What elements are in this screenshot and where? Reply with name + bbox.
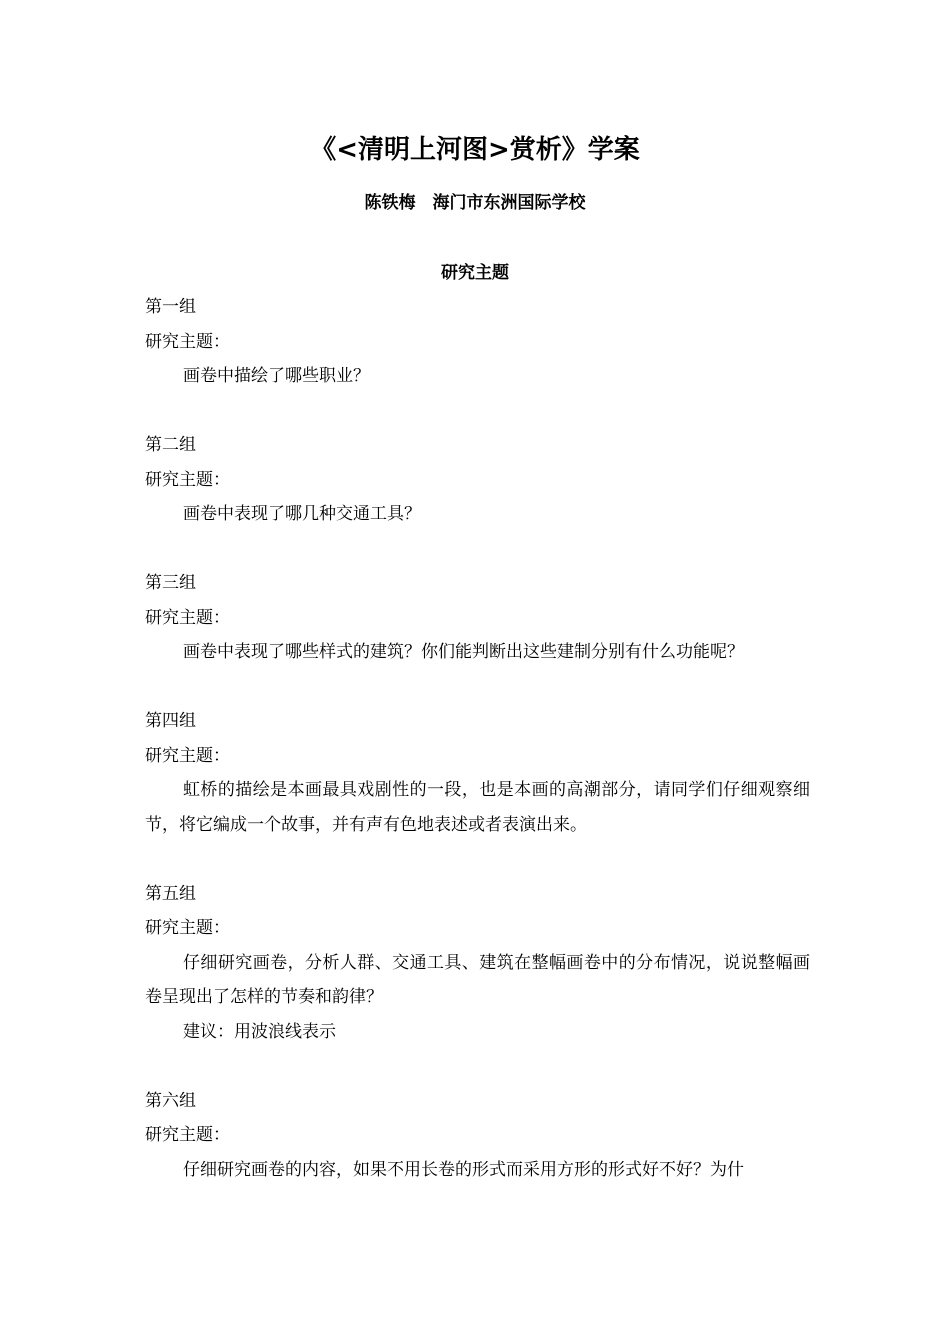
group-label: 研究主题： <box>145 918 230 938</box>
group-label: 研究主题： <box>145 745 230 766</box>
group-3 <box>145 566 810 670</box>
document-title: 《<清明上河图>赏析》学案 <box>310 135 640 165</box>
section-heading: 研究主题 <box>441 263 509 283</box>
group-label: 研究主题： <box>145 607 230 628</box>
group-name: 第三组 <box>145 573 196 593</box>
group-paragraph: 虹桥的描绘是本画最具戏剧性的一段，也是本画的高潮部分，请同学们仔细观察细节，将它编成一个故事，并有声有色地表述或者表演出来。 <box>145 780 810 835</box>
group-paragraph: 仔细研究画卷的内容，如果不用长卷的形式而采用方形的形式好不好？为什 <box>183 1159 744 1180</box>
document-body <box>145 290 810 1222</box>
group-label: 研究主题： <box>145 331 230 352</box>
group-paragraph: 画卷中描绘了哪些职业？ <box>183 366 370 386</box>
group-name: 第四组 <box>145 711 196 731</box>
author-line: 陈铁梅 海门市东洲国际学校 <box>364 193 586 213</box>
group-5 <box>145 877 810 1050</box>
group-label: 研究主题： <box>145 469 230 490</box>
group-name: 第一组 <box>145 297 196 317</box>
group-1 <box>145 290 810 394</box>
group-paragraph: 画卷中表现了哪几种交通工具？ <box>183 504 421 524</box>
group-label: 研究主题： <box>145 1125 230 1145</box>
group-4 <box>145 704 810 842</box>
group-6 <box>145 1084 810 1188</box>
group-2 <box>145 428 810 532</box>
group-paragraph: 画卷中表现了哪些样式的建筑？你们能判断出这些建制分别有什么功能呢？ <box>183 642 744 662</box>
group-paragraph: 仔细研究画卷，分析人群、交通工具、建筑在整幅画卷中的分布情况，说说整幅画卷呈现出了怎样的节奏和韵律？ <box>145 952 810 1007</box>
group-name: 第五组 <box>145 883 196 904</box>
group-name: 第二组 <box>145 435 196 455</box>
group-suggestion: 建议：用波浪线表示 <box>183 1021 336 1042</box>
group-name: 第六组 <box>145 1090 196 1111</box>
